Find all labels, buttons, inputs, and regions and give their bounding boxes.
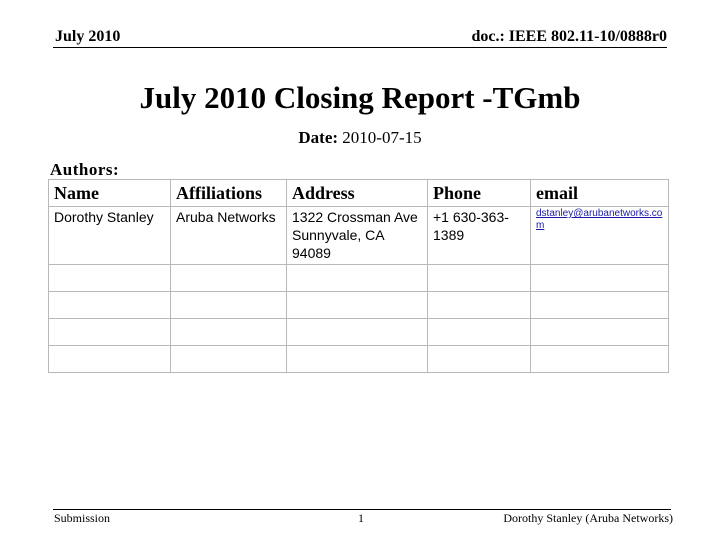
footer-page-number: 1 xyxy=(358,511,364,525)
table-row-empty xyxy=(49,265,669,292)
date-value: 2010-07-15 xyxy=(342,128,422,147)
header-date: July 2010 xyxy=(55,28,121,45)
author-address-cell: 1322 Crossman Ave Sunnyvale, CA 94089 xyxy=(287,207,428,265)
author-email-cell xyxy=(531,207,669,265)
date-line xyxy=(0,128,720,148)
column-header-address: Address xyxy=(287,180,428,207)
column-header-email: email xyxy=(531,180,669,207)
column-header-name: Name xyxy=(49,180,171,207)
author-affiliation-cell: Aruba Networks xyxy=(171,207,287,265)
header-doc-id: doc.: IEEE 802.11-10/0888r0 xyxy=(471,28,667,45)
author-phone-cell: +1 630-363-1389 xyxy=(428,207,531,265)
slide-title: July 2010 Closing Report -TGmb xyxy=(139,80,581,115)
table-row-empty xyxy=(49,292,669,319)
column-header-affiliations: Affiliations xyxy=(171,180,287,207)
authors-table xyxy=(48,179,669,373)
footer-submission: Submission xyxy=(54,511,111,525)
date-label: Date: xyxy=(298,128,339,147)
table-row-empty xyxy=(49,319,669,346)
table-row xyxy=(49,207,669,265)
author-email-link[interactable]: dstanley@arubanetworks.com xyxy=(536,208,663,231)
footer-rule xyxy=(53,509,671,510)
table-header-row xyxy=(49,180,669,207)
table-row-empty xyxy=(49,346,669,373)
author-name-cell: Dorothy Stanley xyxy=(49,207,171,265)
column-header-phone: Phone xyxy=(428,180,531,207)
header-rule xyxy=(53,47,667,48)
footer-author: Dorothy Stanley (Aruba Networks) xyxy=(503,511,673,525)
authors-label: Authors: xyxy=(50,160,120,179)
